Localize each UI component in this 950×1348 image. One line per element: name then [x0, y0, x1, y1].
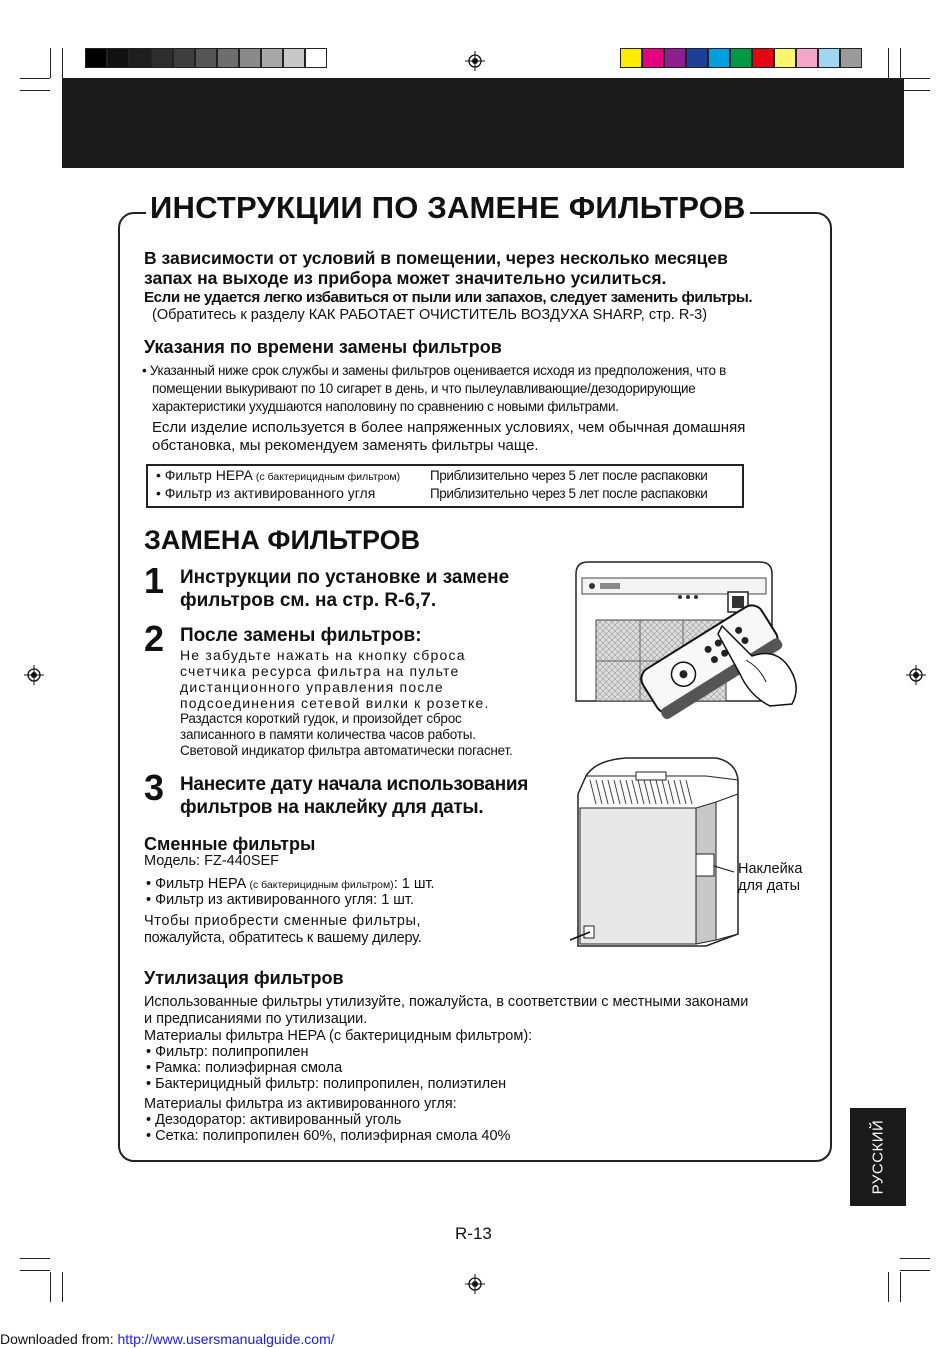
timing-bullet-line-3: характеристики ухудшаются наполовину по сравнению с новыми фильтрами.	[152, 399, 619, 414]
spare-item-hepa-name: • Фильтр HEPA	[146, 876, 250, 892]
step-2-number: 2	[144, 618, 165, 659]
page-title: ИНСТРУКЦИИ ПО ЗАМЕНЕ ФИЛЬТРОВ	[146, 190, 750, 226]
disposal-line-9: • Сетка: полипропилен 60%, полиэфирная смола 40%	[146, 1128, 511, 1144]
purifier-sticker-illustration	[566, 754, 741, 950]
color-swatch	[796, 48, 818, 68]
color-swatch	[664, 48, 686, 68]
step-3-line-2: фильтров на наклейку для даты.	[180, 797, 484, 818]
disposal-line-6: • Бактерицидный фильтр: полипропилен, полиэтилен	[146, 1076, 507, 1092]
disposal-line-4: • Фильтр: полипропилен	[146, 1044, 309, 1060]
spare-model: Модель: FZ-440SEF	[144, 853, 280, 869]
sticker-label-line-2: для даты	[738, 878, 801, 894]
grayscale-swatch	[195, 48, 217, 68]
step-2-line-6: записанного в памяти количества часов работы.	[180, 727, 476, 742]
header-bar	[62, 78, 904, 168]
color-swatch	[620, 48, 642, 68]
intro-reference: (Обратитесь к разделу КАК РАБОТАЕТ ОЧИСТИТЕЛЬ ВОЗДУХА SHARP, стр. R-3)	[152, 307, 708, 323]
spare-buy-line-1: Чтобы приобрести сменные фильтры,	[144, 913, 422, 929]
disposal-line-7: Материалы фильтра из активированного угля:	[144, 1096, 457, 1112]
filter-row-hepa-name: • Фильтр HEPA	[156, 467, 253, 483]
grayscale-swatch	[173, 48, 195, 68]
color-swatch	[840, 48, 862, 68]
grayscale-swatch	[151, 48, 173, 68]
step-2-line-4: подсоединения сетевой вилки к розетке.	[180, 695, 490, 711]
disposal-line-3: Материалы фильтра HEPA (с бактерицидным фильтром):	[144, 1028, 533, 1044]
grayscale-swatch	[107, 48, 129, 68]
spare-item-carbon: • Фильтр из активированного угля: 1 шт.	[146, 892, 414, 908]
disposal-line-2: и предписаниями по утилизации.	[144, 1011, 368, 1027]
filter-row-carbon-value: Приблизительно через 5 лет после распаковки	[430, 486, 708, 501]
step-2-line-5: Раздастся короткий гудок, и произойдет сброс	[180, 711, 462, 726]
color-swatch	[686, 48, 708, 68]
timing-heading: Указания по времени замены фильтров	[144, 337, 502, 357]
registration-mark-right	[906, 665, 926, 685]
replacement-heading: ЗАМЕНА ФИЛЬТРОВ	[144, 525, 421, 555]
language-tab-label: РУССКИЙ	[869, 1119, 887, 1195]
step-3-number: 3	[144, 767, 165, 808]
spare-buy-line-2: пожалуйста, обратитесь к вашему дилеру.	[144, 930, 422, 946]
grayscale-swatch	[283, 48, 305, 68]
spare-item-hepa-qty: : 1 шт.	[393, 876, 435, 892]
filter-row-hepa	[156, 467, 400, 483]
grayscale-swatch	[129, 48, 151, 68]
timing-note-line-1: Если изделие используется в более напряженных условиях, чем обычная домашняя	[152, 419, 746, 436]
disposal-line-1: Использованные фильтры утилизуйте, пожалуйста, в соответствии с местными законами	[144, 994, 749, 1010]
disposal-line-8: • Дезодоратор: активированный уголь	[146, 1112, 402, 1128]
download-source	[0, 1331, 335, 1347]
color-swatch	[774, 48, 796, 68]
remote-reset-illustration	[570, 556, 805, 724]
download-link[interactable]: http://www.usersmanualguide.com/	[117, 1331, 335, 1347]
grayscale-swatch	[217, 48, 239, 68]
spare-item-hepa-sub: (с бактерицидным фильтром)	[249, 879, 394, 891]
grayscale-swatch	[239, 48, 261, 68]
timing-bullet-line-1: • Указанный ниже срок службы и замены фильтров оценивается исходя из предположения, что в	[142, 363, 727, 378]
step-1-line-1: Инструкции по установке и замене	[180, 567, 510, 588]
spare-item-hepa	[146, 876, 435, 892]
intro-line-3: Если не удается легко избавиться от пыли или запахов, следует заменить фильтры.	[144, 289, 753, 306]
step-2-line-1: Не забудьте нажать на кнопку сброса	[180, 647, 466, 663]
color-swatch	[730, 48, 752, 68]
filter-row-hepa-sub: (с бактерицидным фильтром)	[255, 471, 401, 483]
page-number: R-13	[455, 1224, 492, 1243]
disposal-heading: Утилизация фильтров	[144, 968, 344, 988]
filter-row-hepa-value: Приблизительно через 5 лет после распаковки	[430, 468, 708, 483]
step-1-line-2: фильтров см. на стр. R-6,7.	[180, 590, 437, 611]
color-swatch	[642, 48, 664, 68]
step-2-line-3: дистанционного управления после	[180, 679, 444, 695]
step-3-line-1: Нанесите дату начала использования	[180, 774, 529, 795]
intro-line-1: В зависимости от условий в помещении, через несколько месяцев	[144, 248, 728, 268]
disposal-line-5: • Рамка: полиэфирная смола	[146, 1060, 343, 1076]
registration-mark-left	[24, 665, 44, 685]
timing-bullet-line-2: помещении выкуривают по 10 сигарет в день, и что пылеулавливающие/дезодорирующие	[152, 381, 696, 396]
step-2-line-2: счетчика ресурса фильтра на пульте	[180, 663, 460, 679]
step-1-number: 1	[144, 560, 165, 601]
grayscale-swatch	[305, 48, 327, 68]
sticker-label-line-1: Наклейка	[738, 861, 803, 877]
step-2-title: После замены фильтров:	[180, 625, 422, 646]
timing-note-line-2: обстановка, мы рекомендуем заменять фильтры чаще.	[152, 437, 539, 454]
step-2-line-7: Световой индикатор фильтра автоматически погаснет.	[180, 743, 513, 758]
language-tab	[850, 1108, 906, 1206]
color-swatch	[708, 48, 730, 68]
intro-line-2: запах на выходе из прибора может значительно усилиться.	[144, 268, 667, 288]
spare-heading: Сменные фильтры	[144, 834, 316, 854]
filter-row-carbon-name: • Фильтр из активированного угля	[156, 485, 376, 501]
grayscale-swatch	[85, 48, 107, 68]
registration-mark-top	[465, 51, 485, 71]
grayscale-swatch	[261, 48, 283, 68]
color-swatch	[752, 48, 774, 68]
color-swatch	[818, 48, 840, 68]
registration-mark-bottom	[465, 1274, 485, 1294]
download-prefix: Downloaded from:	[0, 1331, 118, 1347]
